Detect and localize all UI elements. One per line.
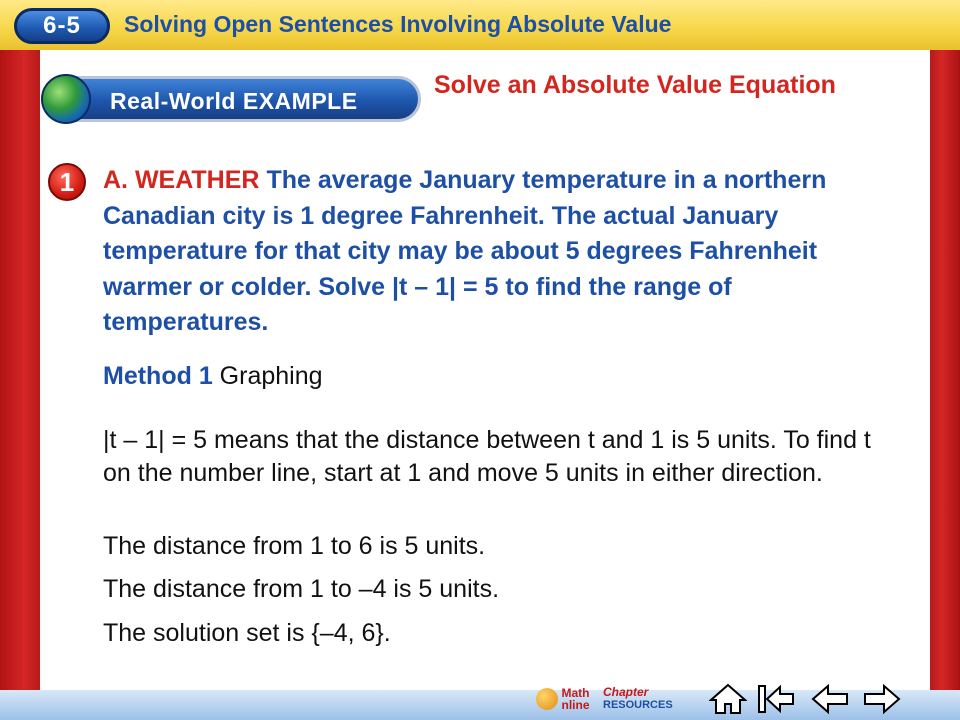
method-description: Graphing <box>219 362 323 390</box>
explanation-text: |t – 1| = 5 means that the distance between t and 1 is 5 units. To find t on the number line, start at 1 and move 5 units in either direction. <box>103 426 871 487</box>
math-online-icon <box>536 688 558 710</box>
problem-body: The average January temperature in a northern Canadian city is 1 degree Fahrenheit. The actual January temperature for that city may be about 5 degrees Fahrenheit warmer or colder. Solve |t – 1| = 5 to find the range of temperatures. <box>103 166 827 336</box>
math-online-label-bottom: nline <box>561 698 590 712</box>
next-icon <box>862 683 902 715</box>
lesson-title: Solving Open Sentences Involving Absolute Value <box>124 11 672 37</box>
real-world-example-badge <box>47 76 421 122</box>
method-name: Method 1 <box>103 362 213 390</box>
home-icon <box>709 683 747 715</box>
math-online-label-top: Math <box>561 686 590 700</box>
real-world-example-label: Real-World EXAMPLE <box>110 88 358 114</box>
solution-line-3: The solution set is {–4, 6}. <box>103 619 391 647</box>
previous-button[interactable] <box>810 682 850 716</box>
lesson-banner <box>0 0 960 50</box>
method-heading <box>103 362 323 391</box>
first-slide-icon <box>756 683 796 715</box>
chapter-resources-label-bottom: RESOURCES <box>603 699 673 711</box>
right-frame <box>930 50 960 720</box>
solution-line-2: The distance from 1 to –4 is 5 units. <box>103 575 500 603</box>
step-number-badge: 1 <box>48 163 86 201</box>
chapter-resources-label-top: Chapter <box>603 685 649 699</box>
solution-line-1: The distance from 1 to 6 is 5 units. <box>103 532 486 560</box>
first-slide-button[interactable] <box>756 682 796 716</box>
example-title: Solve an Absolute Value Equation <box>434 71 836 99</box>
lesson-number-badge: 6-5 <box>14 8 110 44</box>
previous-icon <box>810 683 850 715</box>
problem-statement <box>103 163 903 341</box>
home-button[interactable] <box>708 682 748 716</box>
chapter-resources-button[interactable] <box>603 680 695 718</box>
math-online-button[interactable] <box>530 680 596 718</box>
next-button[interactable] <box>862 682 902 716</box>
problem-lead: A. WEATHER <box>103 166 260 194</box>
globe-icon <box>41 74 91 124</box>
left-frame <box>0 50 40 720</box>
